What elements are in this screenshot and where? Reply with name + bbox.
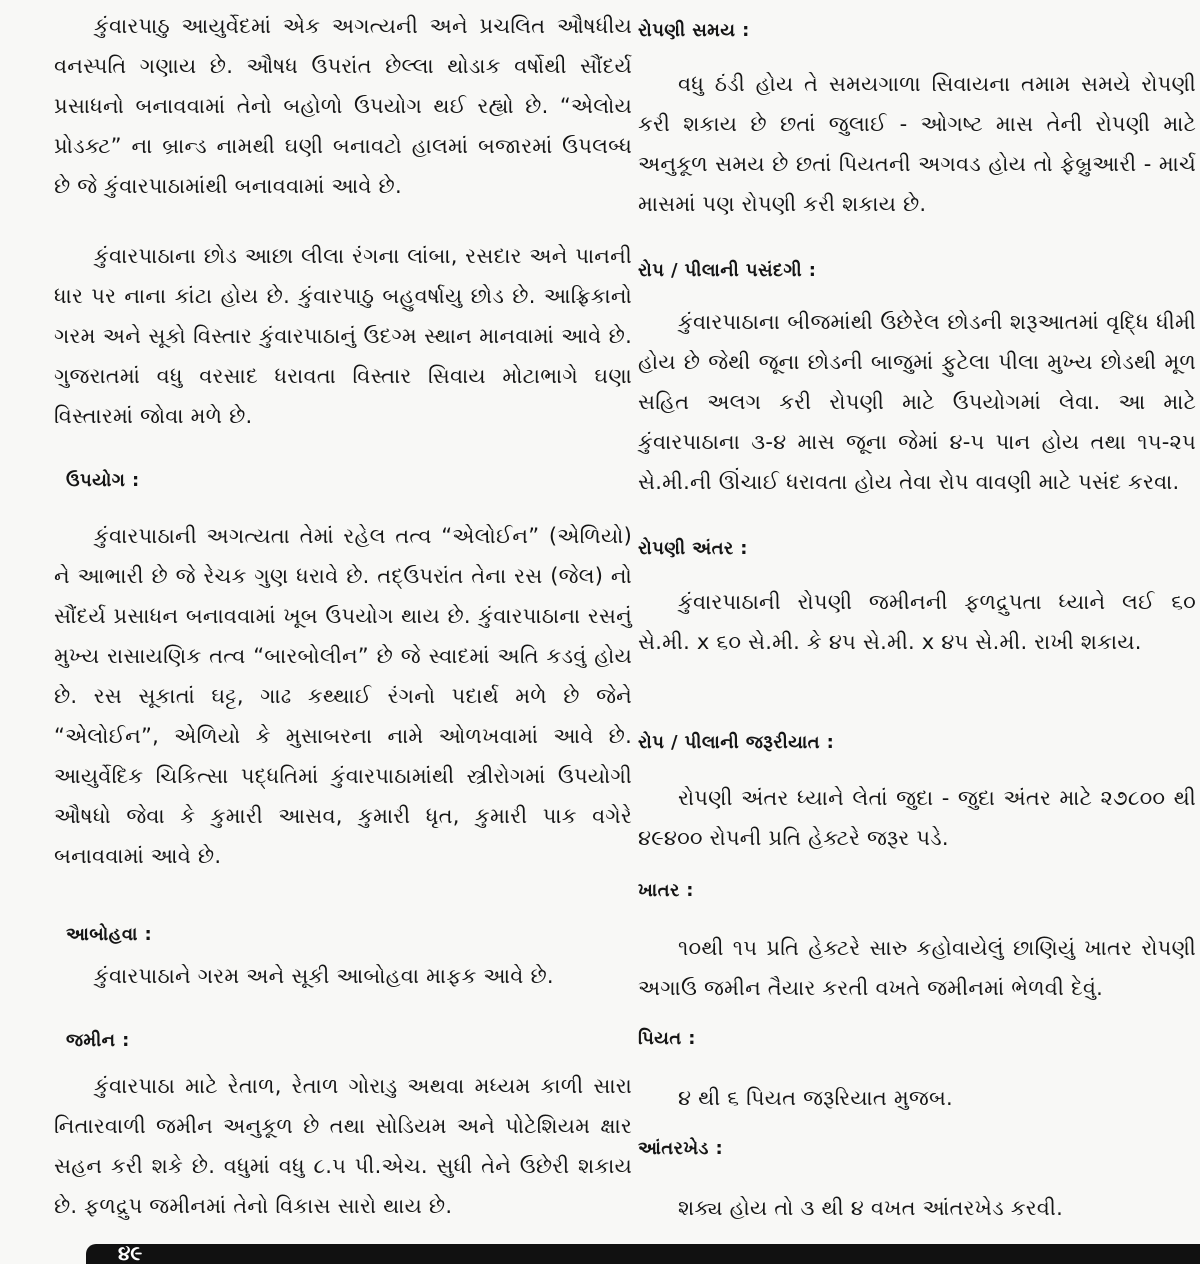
use-heading: ઉપયોગ : <box>66 470 140 491</box>
climate-heading: આબોહવા : <box>66 924 153 945</box>
manure-heading: ખાતર : <box>638 880 694 901</box>
interculture-heading: આંતરખેડ : <box>638 1138 724 1159</box>
soil-paragraph: કુંવારપાઠા માટે રેતાળ, રેતાળ ગોરાડુ અથવા મધ્યમ કાળી સારા નિતારવાળી જમીન અનુકૂળ છે તથા સોડિયમ અને પોટેશિયમ ક્ષાર સહન કરી શકે છે. વધુમાં વધુ ૮.૫ પી.એચ. સુધી તેને ઉછેરી શકાય છે. ફળદ્રુપ જમીનમાં તેનો વિકાસ સારો થાય છે. <box>54 1074 632 1218</box>
manure-paragraph: ૧૦થી ૧૫ પ્રતિ હેક્ટરે સારુ કહોવાયેલું છાણિયું ખાતર રોપણી અગાઉ જમીન તૈયાર કરતી વખતે જમીનમાં ભેળવી દેવું. <box>638 936 1196 1000</box>
seedling-selection-paragraph: કુંવારપાઠાના બીજમાંથી ઉછેરેલ છોડની શરૂઆતમાં વૃદ્ધિ ધીમી હોય છે જેથી જૂના છોડની બાજુમાં ફુટેલા પીલા મુખ્ય છોડથી મૂળ સહિત અલગ કરી રોપણી માટે ઉપયોગમાં લેવા. આ માટે કુંવારપાઠાના ૩-૪ માસ જૂના જેમાં ૪-૫ પાન હોય તથા ૧૫-૨૫ સે.મી.ની ઊંચાઈ ધરાવતા હોય તેવા રોપ વાવણી માટે પસંદ કરવા. <box>638 310 1196 494</box>
irrigation-heading: પિયત : <box>638 1028 696 1049</box>
intro-paragraph-1: કુંવારપાઠુ આયુર્વેદમાં એક અગત્યની અને પ્રચલિત ઔષધીય વનસ્પતિ ગણાય છે. ઔષધ ઉપરાંત છેલ્લા થોડાક વર્ષોથી સૌંદર્ય પ્રસાધનો બનાવવામાં તેનો બહોળો ઉપયોગ થઈ રહ્યો છે. “એલોય પ્રોડક્ટ” ના બ્રાન્ડ નામથી ઘણી બનાવટો હાલમાં બજારમાં ઉપલબ્ધ છે જે કુંવારપાઠામાંથી બનાવવામાં આવે છે. <box>54 14 632 198</box>
irrigation-paragraph: ૪ થી ૬ પિયત જરૂરિયાત મુજબ. <box>678 1086 953 1110</box>
intro-paragraph-2: કુંવારપાઠાના છોડ આછા લીલા રંગના લાંબા, રસદાર અને પાનની ધાર પર નાના કાંટા હોય છે. કુંવારપાઠુ બહુવર્ષાયુ છોડ છે. આફ્રિકાનો ગરમ અને સૂકો વિસ્તાર કુંવારપાઠાનું ઉદગ્મ સ્થાન માનવામાં આવે છે. ગુજરાતમાં વધુ વરસાદ ધરાવતા વિસ્તાર સિવાય મોટાભાગે ઘણા વિસ્તારમાં જોવા મળે છે. <box>54 244 632 428</box>
climate-paragraph: કુંવારપાઠાને ગરમ અને સૂકી આબોહવા માફક આવે છે. <box>94 964 554 988</box>
spacing-heading: રોપણી અંતર : <box>638 538 748 559</box>
use-paragraph: કુંવારપાઠાની અગત્યતા તેમાં રહેલ તત્વ “એલોઈન” (એળિયો) ને આભારી છે જે રેચક ગુણ ધરાવે છે. તદ્ઉપરાંત તેના રસ (જેલ) નો સૌંદર્ય પ્રસાધન બનાવવામાં ખૂબ ઉપયોગ થાય છે. કુંવારપાઠાના રસનું મુખ્ય રાસાયણિક તત્વ “બારબોલીન” છે જે સ્વાદમાં અતિ કડવું હોય છે. રસ સૂકાતાં ઘટ્ટ, ગાઢ કથ્થાઈ રંગનો પદાર્થ મળે છે જેને “એલોઈન”, એળિયો કે મુસાબરના નામે ઓળખવામાં આવે છે. આયુર્વેદિક ચિકિત્સા પદ્ધતિમાં કુંવારપાઠામાંથી સ્ત્રીરોગમાં ઉપયોગી ઔષધો જેવા કે કુમારી આસવ, કુમારી ધૃત, કુમારી પાક વગેરે બનાવવામાં આવે છે. <box>54 524 632 868</box>
seedling-selection-heading: રોપ / પીલાની પસંદગી : <box>638 260 817 281</box>
planting-time-paragraph: વધુ ઠંડી હોય તે સમયગાળા સિવાયના તમામ સમયે રોપણી કરી શકાય છે છતાં જુલાઈ - ઓગષ્ટ માસ તેની રોપણી માટે અનુકૂળ સમય છે છતાં પિયતની અગવડ હોય તો ફેબ્રુઆરી - માર્ચ માસમાં પણ રોપણી કરી શકાય છે. <box>638 72 1196 216</box>
soil-heading: જમીન : <box>66 1030 130 1051</box>
page-number: ૪૯ <box>118 1241 143 1264</box>
planting-time-heading: રોપણી સમય : <box>638 20 750 41</box>
spacing-paragraph: કુંવારપાઠાની રોપણી જમીનની ફળદ્રુપતા ધ્યાને લઈ ૬૦ સે.મી. x ૬૦ સે.મી. કે ૪૫ સે.મી. x ૪૫ સે.મી. રાખી શકાય. <box>638 590 1196 654</box>
seedling-requirement-paragraph: રોપણી અંતર ધ્યાને લેતાં જુદા - જુદા અંતર માટે ૨૭૮૦૦ થી ૪૯૪૦૦ રોપની પ્રતિ હેક્ટરે જરૂર પડે. <box>638 786 1196 850</box>
footer-bar <box>86 1241 1200 1264</box>
seedling-requirement-heading: રોપ / પીલાની જરૂરીયાત : <box>638 732 835 753</box>
interculture-paragraph: શક્ય હોય તો ૩ થી ૪ વખત આંતરખેડ કરવી. <box>678 1196 1063 1220</box>
